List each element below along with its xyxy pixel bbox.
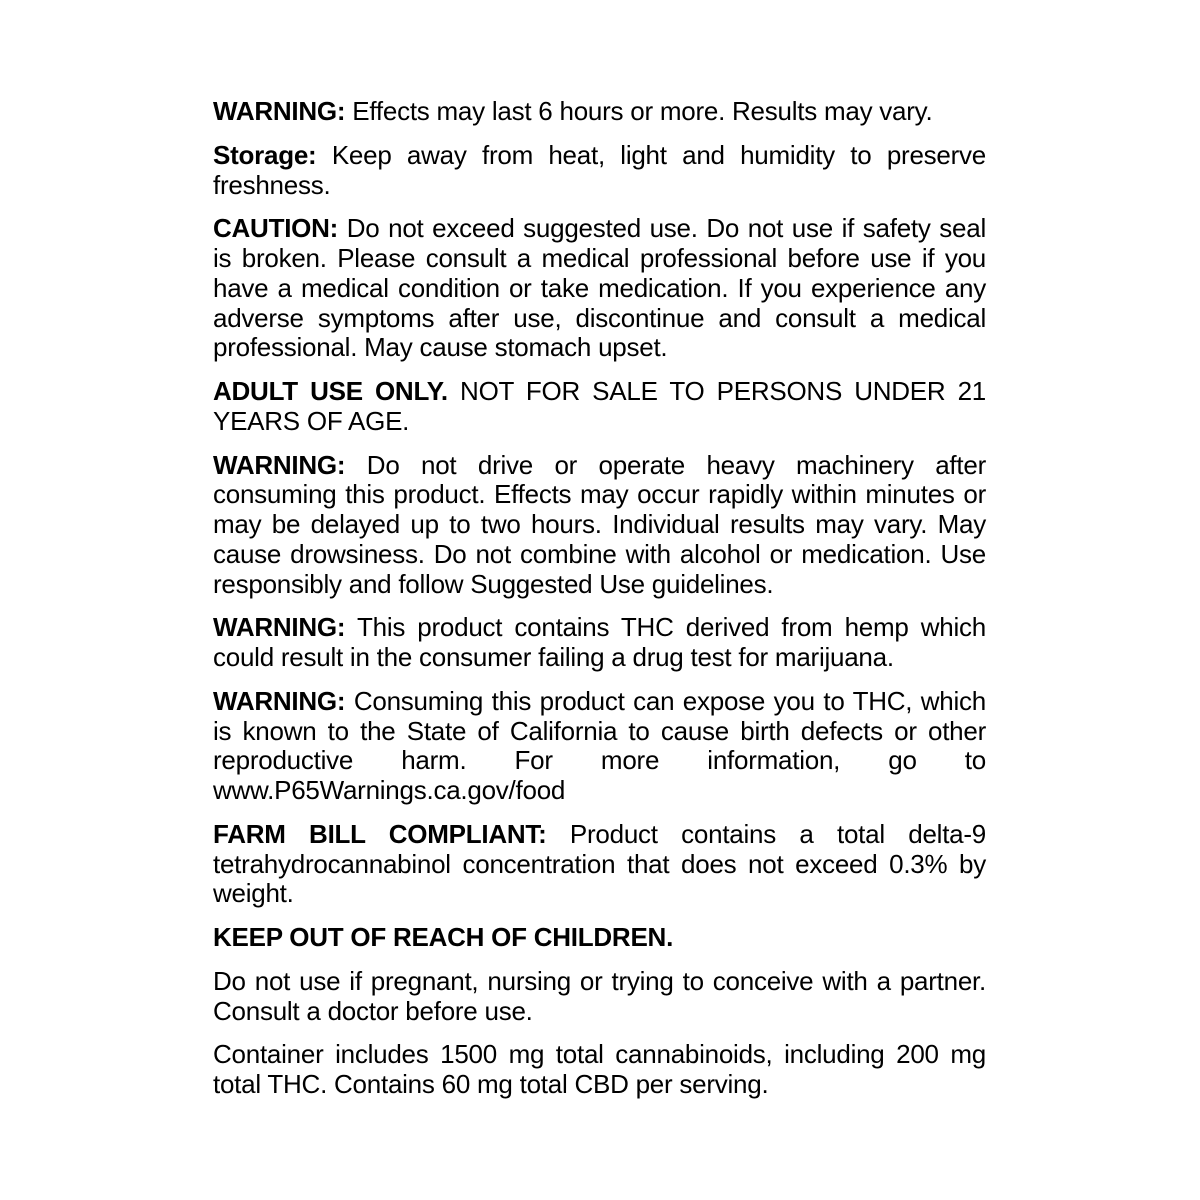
farm-bill-body: Product contains a total delta-9 tetrahydrocannabinol concentration that does not exceed 0.3% by weight. xyxy=(213,818,987,909)
pregnancy-warning-body: Do not use if pregnant, nursing or trying to conceive with a partner. Consult a doctor before use. xyxy=(213,965,986,1026)
prop65-warning-lead: WARNING: xyxy=(213,685,346,716)
warning-drug-test-paragraph xyxy=(213,613,986,673)
storage-lead: Storage: xyxy=(213,139,317,170)
farm-bill-lead: FARM BILL COMPLIANT: xyxy=(213,818,547,849)
cannabinoid-content-paragraph xyxy=(213,1040,986,1100)
prop65-warning-paragraph xyxy=(213,687,986,806)
caution-paragraph xyxy=(213,214,986,363)
keep-out-of-reach-heading xyxy=(213,923,986,953)
warning-effects-lead: WARNING: xyxy=(213,96,346,126)
warning-drive-paragraph xyxy=(213,451,986,600)
keep-out-of-reach-lead: KEEP OUT OF REACH OF CHILDREN. xyxy=(213,922,674,952)
warning-drive-lead: WARNING: xyxy=(213,449,346,480)
prop65-warning-body: Consuming this product can expose you to THC, which is known to the State of California to cause birth defects or other reproductive harm. For more information, go to www.P65Warnings.ca.gov/food xyxy=(213,685,986,805)
adult-use-paragraph xyxy=(213,377,986,437)
adult-use-body: NOT FOR SALE TO PERSONS UNDER 21 YEARS OF AGE. xyxy=(213,376,986,436)
storage-body: Keep away from heat, light and humidity to preserve freshness. xyxy=(213,139,986,200)
cannabinoid-content-body: Container includes 1500 mg total cannabinoids, including 200 mg total THC. Contains 60 mg total CBD per serving. xyxy=(213,1039,986,1099)
storage-paragraph xyxy=(213,141,986,201)
warning-drive-body: Do not drive or operate heavy machinery after consuming this product. Effects may occur rapidly within minutes or may be delayed up to two hours. Individual results may vary. May cause drowsiness. Do not combine with alcohol or medication. Use responsibly and follow Suggested Use guidelines. xyxy=(213,449,986,599)
warning-effects-body: Effects may last 6 hours or more. Results may vary. xyxy=(345,96,933,126)
caution-body: Do not exceed suggested use. Do not use if safety seal is broken. Please consult a medical professional before use if you have a medical condition or take medication. If you experience any adverse symptoms after use, discontinue and consult a medical professional. May cause stomach upset. xyxy=(213,213,986,363)
caution-lead: CAUTION: xyxy=(213,213,339,244)
warning-effects-paragraph xyxy=(213,97,986,127)
adult-use-lead: ADULT USE ONLY. xyxy=(213,376,448,406)
warning-label-text-block xyxy=(213,97,986,1100)
pregnancy-warning-paragraph xyxy=(213,967,986,1027)
warning-drug-test-lead: WARNING: xyxy=(213,612,346,643)
warning-drug-test-body: This product contains THC derived from hemp which could result in the consumer failing a drug test for marijuana. xyxy=(213,612,986,672)
farm-bill-paragraph xyxy=(213,820,986,909)
